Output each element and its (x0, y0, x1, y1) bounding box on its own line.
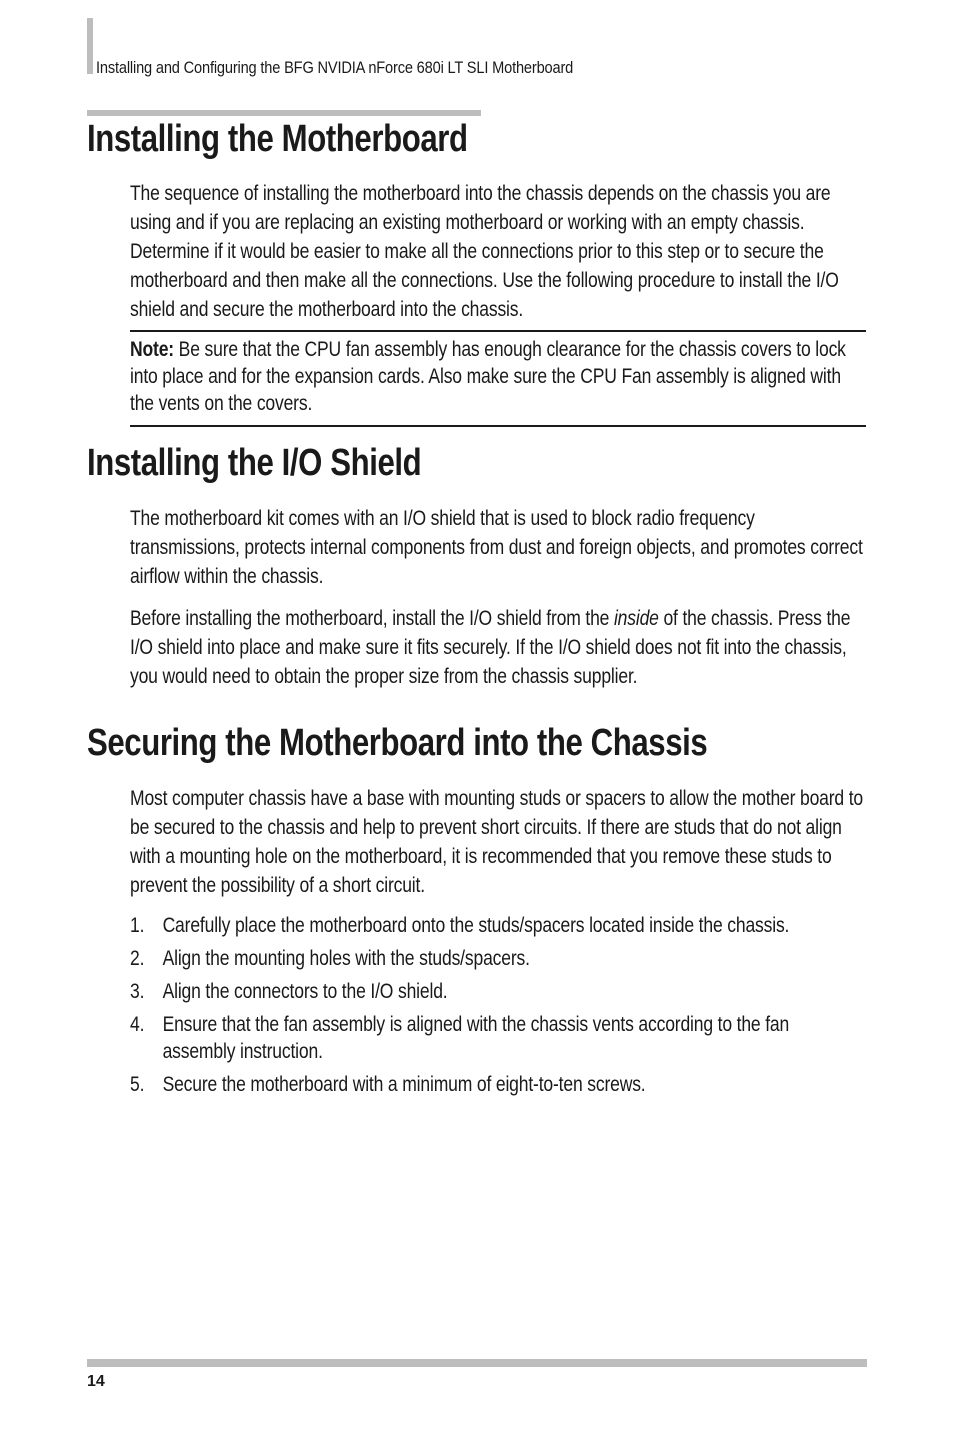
list-item (130, 1071, 865, 1098)
header-accent-bar (87, 18, 93, 74)
step-text: Secure the motherboard with a minimum of eight-to-ten screws. (162, 1073, 646, 1096)
note-top-rule (130, 330, 866, 332)
section-rule (87, 110, 481, 116)
page-number: 14 (87, 1373, 105, 1390)
note-label: Note: (130, 338, 174, 361)
note-bottom-rule (130, 425, 866, 427)
list-item (130, 1011, 865, 1065)
step-number: 2. (130, 947, 145, 970)
step-text: Align the connectors to the I/O shield. (162, 980, 448, 1003)
list-item (130, 912, 865, 939)
running-header: Installing and Configuring the BFG NVIDIA nForce 680i LT SLI Motherboard (96, 58, 574, 77)
step-number: 4. (130, 1013, 145, 1036)
step-number: 1. (130, 914, 145, 937)
note-text: Be sure that the CPU fan assembly has enough clearance for the chassis covers to lock into place and for the expansion cards. Also make sure the CPU Fan assembly is aligned with the vents on the covers. (130, 338, 846, 415)
step-text: Ensure that the fan assembly is aligned with the chassis vents according to the fan assembly instruction. (162, 1013, 790, 1063)
io-shield-paragraph-1: The motherboard kit comes with an I/O shield that is used to block radio frequency transmissions, protects internal components from dust and foreign objects, and promotes correct airflow within the chassis. (130, 507, 863, 588)
securing-paragraph: Most computer chassis have a base with mounting studs or spacers to allow the mother board to be secured to the chassis and help to prevent short circuits. If there are studs that do not align with a mounting hole on the motherboard, it is recommended that you remove these studs to prevent the possibility of a short circuit. (130, 787, 864, 897)
steps-list (130, 912, 865, 1104)
io-shield-text-after: of the chassis. Press the I/O shield into place and make sure it fits securely. If the I/O shield does not fit into the chassis, you would need to obtain the proper size from the chassis supplier. (130, 607, 851, 688)
note-block (130, 336, 869, 417)
heading-securing-motherboard: Securing the Motherboard into the Chassis (87, 722, 708, 764)
heading-io-shield: Installing the I/O Shield (87, 442, 422, 484)
intro-paragraph: The sequence of installing the motherboard into the chassis depends on the chassis you are using and if you are replacing an existing motherboard or working with an empty chassis. Determine if it would be easier to make all the connections prior to this step or to secure the motherboard and then make all the connections. Use the following procedure to install the I/O shield and secure the motherboard into the chassis. (130, 182, 839, 321)
io-shield-text-before: Before installing the motherboard, install the I/O shield from the (130, 607, 614, 630)
footer-rule (87, 1359, 867, 1367)
heading-installing-motherboard: Installing the Motherboard (87, 118, 468, 160)
step-number: 5. (130, 1073, 145, 1096)
io-shield-emphasis: inside (613, 607, 659, 630)
step-text: Align the mounting holes with the studs/spacers. (162, 947, 530, 970)
step-text: Carefully place the motherboard onto the studs/spacers located inside the chassis. (162, 914, 790, 937)
list-item (130, 978, 865, 1005)
io-shield-paragraph-2 (130, 604, 865, 691)
list-item (130, 945, 865, 972)
step-number: 3. (130, 980, 145, 1003)
